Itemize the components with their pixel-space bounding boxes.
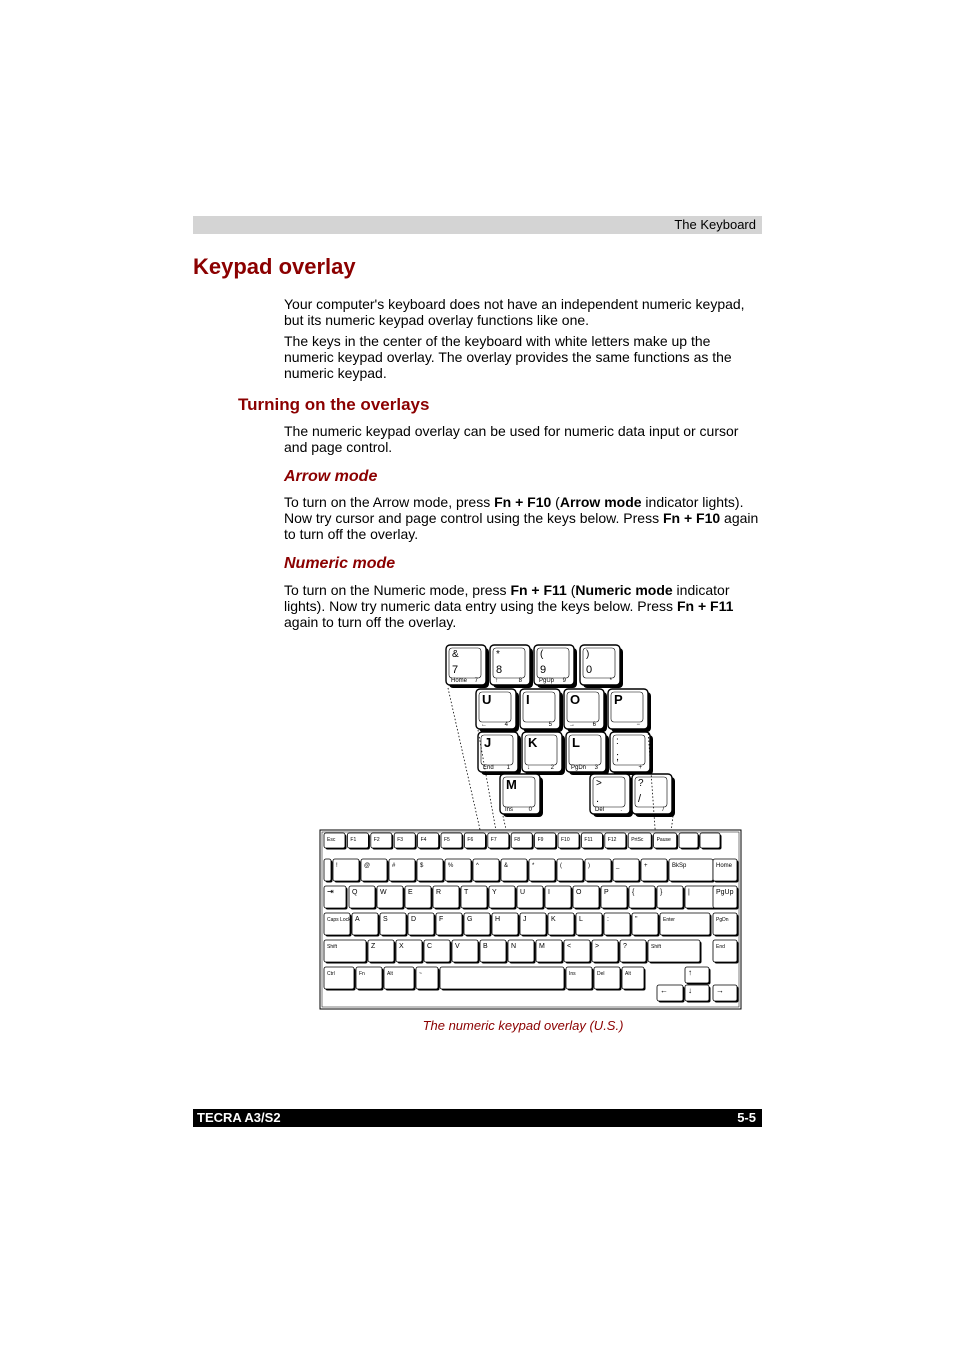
home-row-key-13-label: Enter [663, 917, 675, 923]
intro-paragraph-1: Your computer's keyboard does not have an independent numeric keypad, but its numeric keypad overlay functions like one. [284, 296, 745, 328]
arrow-left-key [657, 985, 685, 1003]
fn-row-key-7 [464, 833, 487, 850]
overlay-key-sub-left: Del [595, 807, 605, 813]
home-row-key-8 [520, 913, 548, 937]
overlay-key-r1-1 [446, 645, 489, 688]
overlay-key-sub-right: 7 [474, 678, 478, 684]
fn-row-key-9-label: F8 [514, 837, 521, 843]
number-row-key-10-label: ) [588, 863, 590, 869]
home-row-key-10-label: L [579, 916, 583, 923]
fn-row-key-13 [605, 833, 628, 850]
bottom-row-key-2 [356, 967, 384, 991]
qwerty-row-key-4-label: R [436, 889, 442, 896]
arrow-right-key-label: → [716, 986, 724, 995]
number-row-key-13 [669, 859, 715, 883]
fn-row-key-3 [371, 833, 394, 850]
bottom-row-key-6-label: Ins [569, 971, 576, 977]
number-row-key-10 [585, 859, 613, 883]
overlay-key-sub-right: 0 [528, 807, 532, 813]
home-row-key-12 [632, 913, 660, 937]
bottom-row-key-1 [324, 967, 356, 991]
figure-caption: The numeric keypad overlay (U.S.) [422, 1018, 624, 1033]
overlay-key-main-label: / [638, 793, 642, 805]
overlay-key-top-label: : [616, 736, 619, 747]
overlay-key-top-label: ? [638, 778, 644, 789]
number-row-key-7-label: & [504, 863, 509, 869]
overlay-key-sub-left: ↑ [495, 678, 498, 684]
arrow-up-key [685, 967, 711, 985]
overlay-key-sub-right: 2 [550, 765, 554, 771]
tab-key-label: ⇥ [327, 887, 334, 896]
home-row-key-1-label: Caps Lock [327, 917, 351, 923]
overlay-key-r3-4 [610, 732, 653, 775]
overlay-key-top-label: * [496, 649, 500, 660]
overlay-key-sub-right: 3 [594, 765, 598, 771]
overlay-key-sub-right: 4 [504, 722, 508, 728]
number-row-key-11-label: _ [616, 863, 620, 869]
overlay-key-r3-1 [478, 732, 521, 775]
shift-row-key-8-label: M [539, 943, 545, 950]
number-row-key-14 [713, 859, 739, 883]
fn-row-key-15-label: Pause [656, 837, 671, 843]
overlay-key-r2-1 [476, 689, 519, 732]
home-row-key-13 [660, 913, 712, 937]
fn-row-key-7-label: F6 [467, 837, 474, 843]
header-section-title: The Keyboard [674, 217, 756, 232]
fn-row-key-13-label: F12 [607, 837, 617, 843]
number-row-key-3-label: # [392, 863, 396, 869]
overlay-key-sub-left: Ins [505, 807, 514, 813]
overlay-key-r4-1 [500, 774, 543, 817]
bottom-row-key-5 [440, 967, 566, 991]
fn-row-key-5-label: F4 [420, 837, 427, 843]
overlay-key-top-label: & [452, 649, 459, 660]
overlay-key-main-label: ; [616, 751, 620, 763]
shift-row-key-13 [713, 940, 739, 964]
home-row-key-2 [352, 913, 380, 937]
shift-row-key-12 [648, 940, 702, 964]
number-row-key-8-label: * [532, 863, 535, 869]
home-row-key-7-label: H [495, 916, 501, 923]
home-row-key-2-label: A [355, 916, 360, 923]
fn-row-key-15 [654, 833, 679, 850]
bottom-row-key-8-label: Alt [625, 971, 631, 977]
shift-row-key-4 [424, 940, 452, 964]
overlay-key-top-label: I [526, 692, 530, 707]
arrow-left-key-label: ← [660, 986, 668, 995]
overlay-key-sub-right: − [636, 722, 640, 728]
shift-row-key-3 [396, 940, 424, 964]
home-row-key-1 [324, 913, 352, 937]
intro-paragraph-2: The keys in the center of the keyboard with white letters make up the numeric keypad overlay. The overlay provides the same functions as the numeric keypad. [284, 333, 732, 381]
qwerty-row-key-9-label: O [576, 889, 582, 896]
keyboard-overlay-figure [318, 640, 744, 1014]
qwerty-row-key-3 [405, 886, 433, 910]
shift-row-key-2-label: Z [371, 943, 376, 950]
shift-row-key-10 [592, 940, 620, 964]
overlay-key-sub-right: * [609, 678, 612, 684]
number-row-key-9 [557, 859, 585, 883]
overlay-key-sub-right: / [662, 807, 664, 813]
shift-row-key-6-label: B [483, 943, 488, 950]
header-bar [193, 216, 762, 234]
number-row-key-6-label: ^ [476, 863, 479, 869]
numeric-mode-paragraph: To turn on the Numeric mode, press Fn + F11 (Numeric mode indicator lights). Now try numeric data entry using the keys below. Press Fn + F11 again to turn off the overlay. [284, 582, 734, 630]
fn-row-key-14-label: PrtSc [631, 837, 644, 843]
windows-logo-key [679, 833, 700, 850]
full-keyboard [320, 830, 741, 1009]
overlay-key-sub-right: 1 [506, 765, 510, 771]
bottom-row-key-7-label: Del [597, 971, 605, 977]
qwerty-row-key-1 [349, 886, 377, 910]
shift-row-key-8 [536, 940, 564, 964]
overlay-key-top-label: ) [586, 649, 590, 660]
fn-row-key-4 [394, 833, 417, 850]
shift-row-key-13-label: End [716, 944, 725, 950]
shift-row-key-6 [480, 940, 508, 964]
overlay-key-r1-4 [580, 645, 623, 688]
section-heading-turning-on: Turning on the overlays [238, 395, 430, 414]
fn-row-key-6-label: F5 [444, 837, 450, 843]
bottom-row-key-6 [566, 967, 594, 991]
number-row-key-9-label: ( [560, 863, 562, 869]
shift-row-key-11 [620, 940, 648, 964]
shift-row-key-1-label: Shift [327, 944, 338, 950]
bottom-row-key-8 [622, 967, 646, 991]
page-title: Keypad overlay [193, 254, 356, 279]
arrow-down-key-label: ↓ [688, 986, 692, 995]
overlay-key-main-label: 0 [586, 664, 593, 676]
number-row-key-2-label: @ [364, 863, 371, 869]
shift-row-key-9-label: < [567, 943, 572, 950]
number-row-key-13-label: BkSp [672, 863, 687, 869]
turning-on-paragraph: The numeric keypad overlay can be used for numeric data input or cursor and page control. [284, 423, 739, 455]
overlay-key-sub-left: Home [451, 678, 468, 684]
shift-row-key-7 [508, 940, 536, 964]
footer-page-number: 5-5 [737, 1110, 756, 1125]
overlay-key-top-label: O [570, 692, 581, 707]
number-row-key-14-label: Home [716, 863, 733, 869]
overlay-key-sub-right: 6 [592, 722, 596, 728]
qwerty-row-key-10-label: P [604, 889, 609, 896]
fn-row-key-10-label: F9 [537, 837, 544, 843]
overlay-key-sub-right: 9 [562, 678, 566, 684]
qwerty-row-key-14-label: PgUp [716, 889, 734, 896]
qwerty-row-key-5 [461, 886, 489, 910]
bottom-row-key-3-label: Alt [387, 971, 393, 977]
fn-row-key-11 [558, 833, 581, 850]
shift-row-key-1 [324, 940, 368, 964]
bottom-row-key-1-label: Ctrl [327, 971, 335, 977]
fn-row-key-2 [347, 833, 370, 850]
shift-row-key-10-label: > [595, 943, 600, 950]
shift-row-key-4-label: C [427, 943, 433, 950]
fn-row-key-6 [441, 833, 464, 850]
home-row-key-7 [492, 913, 520, 937]
qwerty-row-key-14 [713, 886, 739, 910]
overlay-key-sub-right: + [638, 765, 642, 771]
qwerty-row-key-7 [517, 886, 545, 910]
home-row-key-4-label: D [411, 916, 417, 923]
overlay-key-sub-right: . [620, 807, 622, 813]
number-row-key-5 [445, 859, 473, 883]
arrow-down-key [685, 985, 711, 1003]
home-row-key-11 [604, 913, 632, 937]
qwerty-row-key-4 [433, 886, 461, 910]
number-row-key-6 [473, 859, 501, 883]
home-row-key-10 [576, 913, 604, 937]
overlay-key-sub-right: 8 [518, 678, 522, 684]
shift-row-key-2 [368, 940, 396, 964]
qwerty-row-key-12-label: } [660, 889, 663, 896]
number-row-key-3 [389, 859, 417, 883]
shift-row-key-3-label: X [399, 943, 404, 950]
qwerty-row-key-5-label: T [464, 889, 469, 896]
qwerty-row-key-6 [489, 886, 517, 910]
qwerty-row-key-9 [573, 886, 601, 910]
overlay-key-sub-left: ← [481, 722, 487, 728]
number-row-key-12-label: + [644, 863, 648, 869]
shift-row-key-7-label: N [511, 943, 517, 950]
overlay-key-sub-left: PgUp [539, 678, 555, 684]
qwerty-row-key-11 [629, 886, 657, 910]
overlay-key-r2-2 [520, 689, 563, 732]
shift-row-key-9 [564, 940, 592, 964]
overlay-key-top-label: > [596, 778, 602, 789]
subheading-numeric-mode: Numeric mode [284, 555, 396, 572]
home-row-key-12-label: " [635, 916, 638, 923]
home-row-key-14 [713, 913, 739, 937]
number-row-key-11 [613, 859, 641, 883]
home-row-key-4 [408, 913, 436, 937]
fn-row-key-5 [418, 833, 441, 850]
fn-row-key-8-label: F7 [490, 837, 497, 843]
number-row-key-4-label: $ [420, 863, 424, 869]
qwerty-row-key-10 [601, 886, 629, 910]
qwerty-row-key-6-label: Y [492, 889, 497, 896]
shift-row-key-12-label: Shift [651, 944, 662, 950]
qwerty-row-key-8 [545, 886, 573, 910]
qwerty-row-key-13-label: | [688, 889, 690, 896]
overlay-key-sub-left: ↓ [527, 765, 530, 771]
number-row-key-2 [361, 859, 389, 883]
bottom-row-key-2-label: Fn [359, 971, 365, 977]
overlay-key-top-label: P [614, 692, 623, 707]
home-row-key-6 [464, 913, 492, 937]
arrow-up-key-label: ↑ [688, 968, 692, 977]
overlay-key-main-label: 9 [540, 664, 547, 676]
overlay-key-top-label: ( [540, 649, 544, 660]
overlay-key-r1-2 [490, 645, 533, 688]
home-row-key-9 [548, 913, 576, 937]
home-row-key-5-label: F [439, 916, 444, 923]
fn-row-key-9 [511, 833, 534, 850]
number-row-edge [324, 859, 333, 883]
overlay-key-r4-2 [590, 774, 633, 817]
overlay-key-sub-right: 5 [548, 722, 552, 728]
subheading-arrow-mode: Arrow mode [284, 468, 378, 485]
fn-row-key-2-label: F1 [350, 837, 357, 843]
fn-row-key-4-label: F3 [397, 837, 404, 843]
bottom-row-key-3 [384, 967, 416, 991]
footer-bar [193, 1109, 762, 1127]
fn-row-key-11-label: F10 [561, 837, 570, 843]
home-row-key-3 [380, 913, 408, 937]
fn-row-key-12 [581, 833, 604, 850]
qwerty-row-key-8-label: I [548, 889, 550, 896]
bottom-row-key-7 [594, 967, 622, 991]
overlay-keys-zoomed [446, 645, 675, 817]
overlay-key-main-label: 8 [496, 664, 503, 676]
overlay-key-top-label: J [484, 735, 492, 750]
fn-row-key-1 [324, 833, 347, 850]
fn-row-key-14 [628, 833, 653, 850]
qwerty-row-key-2 [377, 886, 405, 910]
qwerty-row-key-3-label: E [408, 889, 413, 896]
shift-row-key-5-label: V [455, 943, 460, 950]
home-row-key-3-label: S [383, 916, 388, 923]
fn-row-key-8 [488, 833, 511, 850]
fn-row-key-12-label: F11 [584, 837, 593, 843]
qwerty-row-key-2-label: W [380, 889, 387, 896]
overlay-key-sub-left: End [483, 765, 494, 771]
qwerty-row-key-7-label: U [520, 889, 526, 896]
number-row-key-7 [501, 859, 529, 883]
overlay-key-top-label: K [528, 735, 538, 750]
home-row-key-11-label: : [607, 916, 609, 923]
bottom-row-key-4-label: ~ [419, 971, 422, 977]
overlay-key-r2-4 [608, 689, 651, 732]
fn-row-key-1-label: Esc [327, 837, 336, 843]
footer-model: TECRA A3/S2 [197, 1110, 281, 1125]
overlay-key-top-label: M [506, 777, 517, 792]
overlay-key-r1-3 [534, 645, 577, 688]
number-row-key-8 [529, 859, 557, 883]
overlay-key-main-label: 7 [452, 664, 459, 676]
overlay-key-main-label: . [596, 793, 600, 805]
home-row-key-5 [436, 913, 464, 937]
number-row-key-1 [333, 859, 361, 883]
home-row-key-6-label: G [467, 916, 473, 923]
overlay-key-top-label: U [482, 692, 492, 707]
fn-row-key-10 [535, 833, 558, 850]
number-row-key-12 [641, 859, 669, 883]
shift-row-key-11-label: ? [623, 943, 627, 950]
overlay-key-sub-left: → [569, 722, 575, 728]
fn-row-key-3-label: F2 [373, 837, 380, 843]
qwerty-row-key-11-label: { [632, 889, 635, 896]
overlay-key-r2-3 [564, 689, 607, 732]
overlay-key-top-label: L [572, 735, 580, 750]
arrow-mode-paragraph: To turn on the Arrow mode, press Fn + F10 (Arrow mode indicator lights). Now try cursor and page control using the keys below. Press Fn + F10 again to turn off the overlay. [284, 494, 759, 542]
number-row-key-1-label: ! [336, 863, 338, 869]
overlay-key-r3-3 [566, 732, 609, 775]
number-row-key-4 [417, 859, 445, 883]
shift-row-key-5 [452, 940, 480, 964]
bottom-row-key-4 [416, 967, 440, 991]
menu-key [700, 833, 722, 850]
qwerty-row-key-1-label: Q [352, 889, 358, 896]
home-row-key-14-label: PgDn [716, 917, 729, 923]
overlay-key-sub-left: PgDn [571, 765, 587, 771]
home-row-key-8-label: J [523, 916, 527, 923]
overlay-key-r3-2 [522, 732, 565, 775]
number-row-key-5-label: % [448, 863, 454, 869]
tab-key [324, 886, 348, 910]
qwerty-row-key-12 [657, 886, 685, 910]
home-row-key-9-label: K [551, 916, 556, 923]
arrow-right-key [713, 985, 739, 1003]
